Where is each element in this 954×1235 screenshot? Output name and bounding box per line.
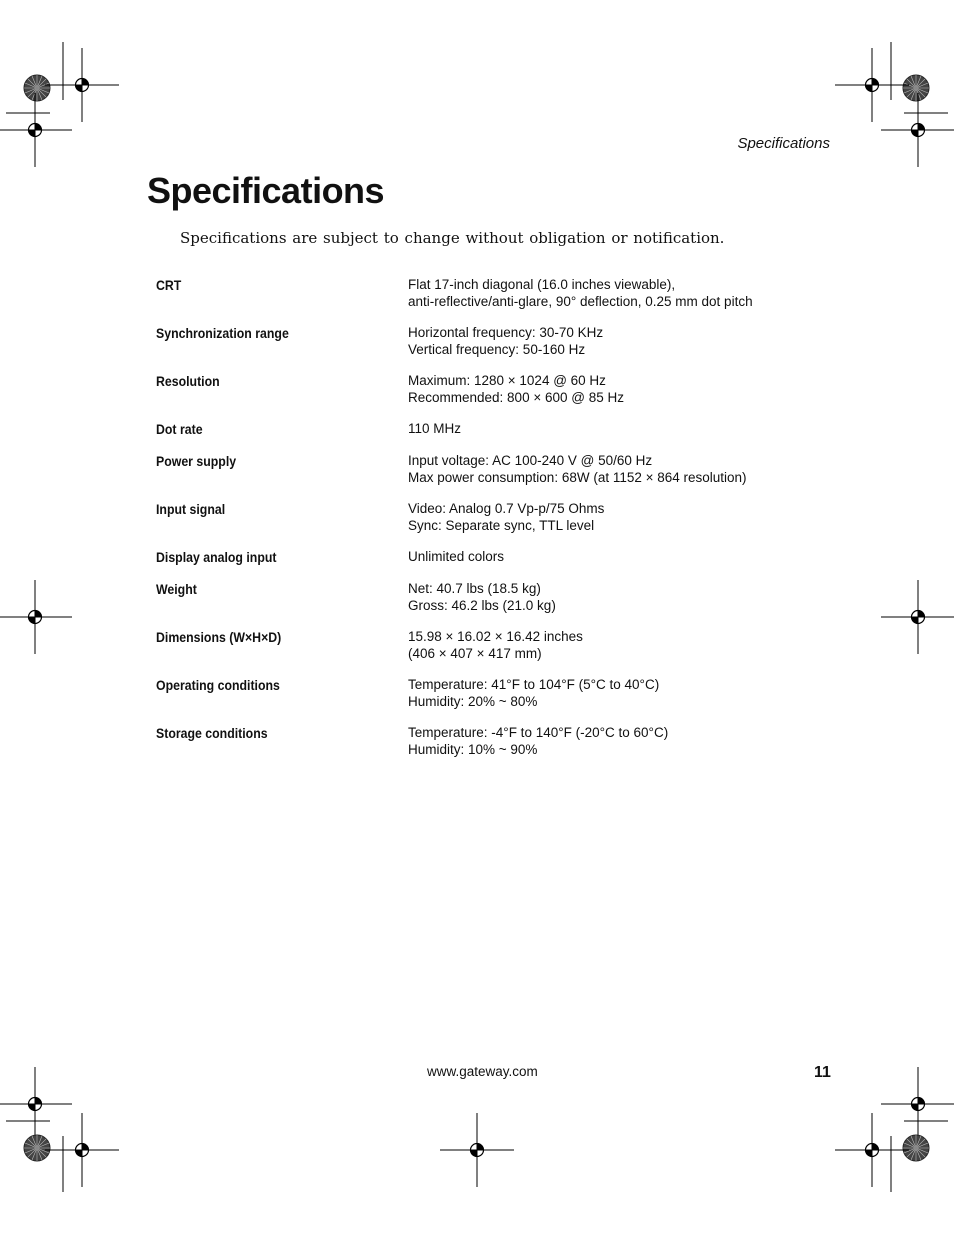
- spec-table: [156, 276, 816, 772]
- spec-value: [408, 324, 816, 358]
- spec-value-line: Max power consumption: 68W (at 1152 × 864 resolution): [408, 470, 747, 485]
- spec-value: [408, 420, 816, 437]
- spec-value: [408, 500, 816, 534]
- running-header: Specifications: [737, 135, 830, 152]
- spec-value-line: Video: Analog 0.7 Vp-p/75 Ohms: [408, 501, 605, 516]
- spec-value: [408, 580, 816, 614]
- spec-row: [156, 676, 816, 710]
- spec-label: CRT: [156, 277, 182, 293]
- page-title: Specifications: [147, 170, 385, 211]
- spec-value: [408, 724, 816, 758]
- spec-row: [156, 628, 816, 662]
- spec-row: [156, 372, 816, 406]
- spec-label: Storage conditions: [156, 725, 268, 741]
- spec-value-line: Gross: 46.2 lbs (21.0 kg): [408, 598, 556, 613]
- spec-value-line: 15.98 × 16.02 × 16.42 inches: [408, 629, 583, 644]
- spec-value-line: Humidity: 20% ~ 80%: [408, 694, 538, 709]
- spec-value-line: Vertical frequency: 50-160 Hz: [408, 342, 586, 357]
- spec-value-line: 110 MHz: [408, 421, 462, 436]
- spec-value-line: (406 × 407 × 417 mm): [408, 646, 542, 661]
- spec-label: Weight: [156, 581, 197, 597]
- spec-row: [156, 452, 816, 486]
- spec-label: Operating conditions: [156, 677, 280, 693]
- spec-value-line: Horizontal frequency: 30-70 KHz: [408, 325, 604, 340]
- spec-value-line: Temperature: -4°F to 140°F (-20°C to 60°C): [408, 725, 669, 740]
- spec-value: [408, 452, 816, 486]
- spec-label: Synchronization range: [156, 325, 289, 341]
- footer-url: www.gateway.com: [427, 1064, 538, 1079]
- spec-value-line: Maximum: 1280 × 1024 @ 60 Hz: [408, 373, 606, 388]
- spec-value-line: Sync: Separate sync, TTL level: [408, 518, 595, 533]
- spec-value-line: Temperature: 41°F to 104°F (5°C to 40°C): [408, 677, 660, 692]
- spec-value-line: Recommended: 800 × 600 @ 85 Hz: [408, 390, 624, 405]
- spec-label: Dimensions (W×H×D): [156, 629, 282, 645]
- spec-label: Display analog input: [156, 549, 277, 565]
- spec-row: [156, 580, 816, 614]
- spec-row: [156, 276, 816, 310]
- spec-value-line: Flat 17-inch diagonal (16.0 inches viewable),: [408, 277, 676, 292]
- spec-value-line: Humidity: 10% ~ 90%: [408, 742, 538, 757]
- spec-value: [408, 372, 816, 406]
- spec-value-line: Unlimited colors: [408, 549, 505, 564]
- intro-text: Specifications are subject to change without obligation or notification.: [180, 229, 725, 247]
- spec-value: [408, 676, 816, 710]
- spec-row: [156, 548, 816, 566]
- spec-row: [156, 420, 816, 438]
- spec-row: [156, 500, 816, 534]
- spec-value: [408, 276, 816, 310]
- spec-value-line: Input voltage: AC 100-240 V @ 50/60 Hz: [408, 453, 653, 468]
- spec-value-line: Net: 40.7 lbs (18.5 kg): [408, 581, 541, 596]
- spec-label: Dot rate: [156, 421, 203, 437]
- spec-label: Input signal: [156, 501, 226, 517]
- spec-row: [156, 724, 816, 758]
- spec-row: [156, 324, 816, 358]
- spec-value: [408, 628, 816, 662]
- page-number: 11: [814, 1064, 831, 1081]
- spec-label: Resolution: [156, 373, 220, 389]
- spec-value-line: anti-reflective/anti-glare, 90° deflection, 0.25 mm dot pitch: [408, 294, 753, 309]
- spec-label: Power supply: [156, 453, 237, 469]
- spec-value: [408, 548, 816, 565]
